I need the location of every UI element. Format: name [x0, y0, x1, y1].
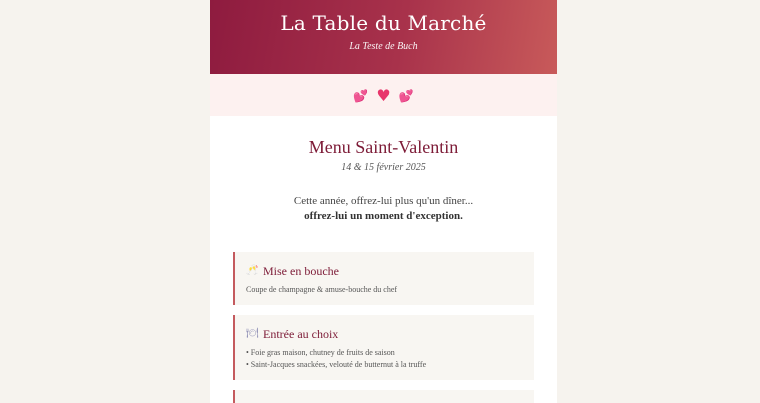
- course-title: Entrée au choix: [263, 327, 339, 341]
- menu-content: [210, 136, 557, 403]
- two-hearts-icon: 💕: [353, 89, 369, 103]
- two-hearts-icon: 💕: [398, 89, 414, 103]
- email-container: [210, 0, 557, 403]
- menu-dates: 14 & 15 février 2025: [341, 162, 426, 173]
- intro-text: [233, 194, 534, 224]
- course-item: • Foie gras maison, chutney de fruits de saison: [246, 348, 395, 357]
- champagne-glasses-icon: 🥂: [246, 265, 259, 276]
- course-header: [246, 327, 522, 341]
- course-item: Coupe de champagne & amuse-bouche du chef: [246, 285, 398, 294]
- course-item: • Saint-Jacques snackées, velouté de butternut à la truffe: [246, 360, 427, 369]
- course-items: [246, 284, 522, 296]
- course-card: [233, 315, 534, 380]
- menu-title: Menu Saint-Valentin: [308, 137, 459, 157]
- restaurant-name: La Table du Marché: [280, 11, 487, 35]
- course-items: [246, 347, 522, 371]
- plate-icon: 🍽: [246, 328, 259, 339]
- course-card: [233, 390, 534, 403]
- hearts-band: [210, 74, 557, 116]
- course-title: Mise en bouche: [263, 264, 339, 278]
- restaurant-location: La Teste de Buch: [349, 41, 418, 52]
- intro-line: Cette année, offrez-lui plus qu'un dîner...: [293, 195, 474, 207]
- restaurant-header: [210, 0, 557, 74]
- course-card: [233, 252, 534, 305]
- intro-highlight: offrez-lui un moment d'exception.: [304, 210, 463, 222]
- course-header: [246, 264, 522, 278]
- heart-icon: ♥: [376, 86, 391, 105]
